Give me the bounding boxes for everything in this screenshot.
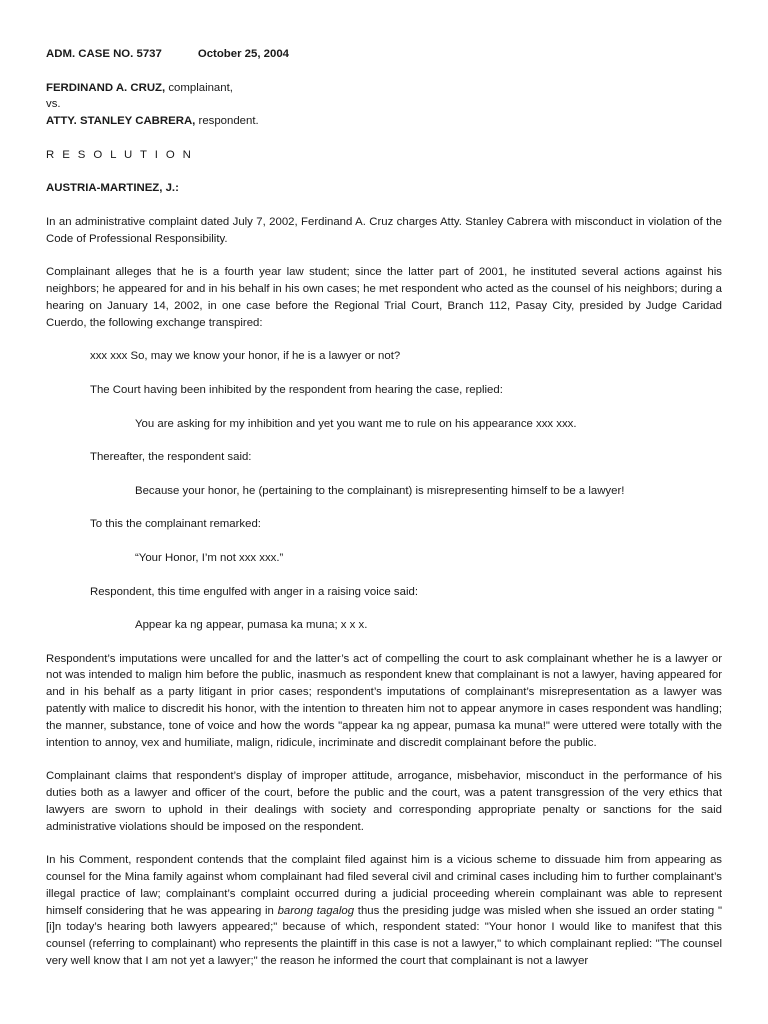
case-number: ADM. CASE NO. 5737	[46, 48, 162, 60]
paragraph-3: Respondent’s imputations were uncalled for and the latter’s act of compelling the court to ask complainant whether he is a lawyer or not was intended to malign him before the public, inasmuch as respondent knew that complainant is not a lawyer, having appeared for and in his behalf as a party litigant in prior cases; respondent’s imputations of complainant’s misrepresentation as a lawyer was patently with malice to discredit his honor, with the intention to threaten him not to appear anymore in cases respondent was handling; the manner, substance, tone of voice and how the words "appear ka ng appear, pumasa ka muna!" were uttered were totally with the intention to annoy, vex and humiliate, malign, ridicule, incriminate and discredit complainant before the public.	[46, 652, 722, 749]
respondent-role: respondent.	[195, 115, 259, 128]
paragraph-2: Complainant alleges that he is a fourth year law student; since the latter part of 2001, he instituted several actions against his neighbors; he appeared for and in his behalf in his own cases; he met respondent who acted as the counsel of his neighbors; during a hearing on January 14, 2002, in one case before the Regional Trial Court, Branch 112, Pasay City, presided by Judge Caridad Cuerdo, the following exchange transpired:	[46, 266, 722, 329]
exchange-respondent2-reply: Appear ka ng appear, pumasa ka muna; x x x.	[135, 619, 368, 632]
case-header	[46, 46, 722, 63]
exchange-respondent-intro: Thereafter, the respondent said:	[90, 451, 252, 464]
exchange-respondent-reply: Because your honor, he (pertaining to the complainant) is misrepresenting himself to be a lawyer!	[135, 484, 625, 497]
paragraph-5-italic: barong tagalog	[277, 904, 355, 917]
exchange-respondent2-intro: Respondent, this time engulfed with anger in a raising voice said:	[90, 585, 418, 598]
complainant-line	[46, 80, 722, 97]
case-date: October 25, 2004	[197, 48, 290, 60]
exchange-complainant-reply: “Your Honor, I’m not xxx xxx.”	[135, 551, 284, 564]
resolution-title: R E S O L U T I O N	[46, 148, 194, 161]
paragraph-5	[46, 852, 722, 970]
complainant-name: FERDINAND A. CRUZ,	[46, 81, 166, 94]
exchange-court-intro: The Court having been inhibited by the respondent from hearing the case, replied:	[90, 383, 503, 396]
paragraph-1: In an administrative complaint dated July 7, 2002, Ferdinand A. Cruz charges Atty. Stanley Cabrera with misconduct in violation of the Code of Professional Responsibility.	[46, 215, 722, 245]
respondent-name: ATTY. STANLEY CABRERA,	[46, 115, 196, 128]
paragraph-5-part-2: thus the presiding judge was misled when she issued an order stating "[i]n today’s hearing both lawyers appeared;" because of which, respondent stated: "Your honor I would like to manifest that this counsel (referring to complainant) who represents the plaintiff in this case is not a lawyer," to which complainant replied: "The counsel very well know that I am not yet a lawyer;" the reason he informed the court that complainant is not a lawyer	[46, 904, 722, 968]
complainant-role: complainant,	[165, 81, 233, 94]
versus-line: vs.	[46, 98, 61, 111]
paragraph-4: Complainant claims that respondent’s display of improper attitude, arrogance, misbehavior, misconduct in the performance of his duties both as a lawyer and officer of the court, before the public and the court, was a patent transgression of the very ethics that lawyers are sworn to uphold in their dealings with society and corresponding appropriate penalty or sanctions for the said administrative violations should be imposed on the respondent.	[46, 770, 722, 833]
ponente: AUSTRIA-MARTINEZ, J.:	[46, 182, 179, 195]
respondent-line	[46, 113, 722, 130]
exchange-court-reply: You are asking for my inhibition and yet you want me to rule on his appearance xxx xxx.	[135, 417, 577, 430]
exchange-complainant-intro: To this the complainant remarked:	[90, 518, 261, 531]
exchange-question: xxx xxx So, may we know your honor, if he is a lawyer or not?	[90, 350, 401, 363]
paragraph-5-part-1: In his Comment, respondent contends that the complaint filed against him is a vicious scheme to dissuade him from appearing as counsel for the Mina family against whom complainant had filed several civil and criminal cases including him to further complainant’s illegal practice of law; complainant’s complaint occurred during a judicial proceeding wherein complainant was able to represent himself considering that he was appearing in	[46, 854, 722, 917]
